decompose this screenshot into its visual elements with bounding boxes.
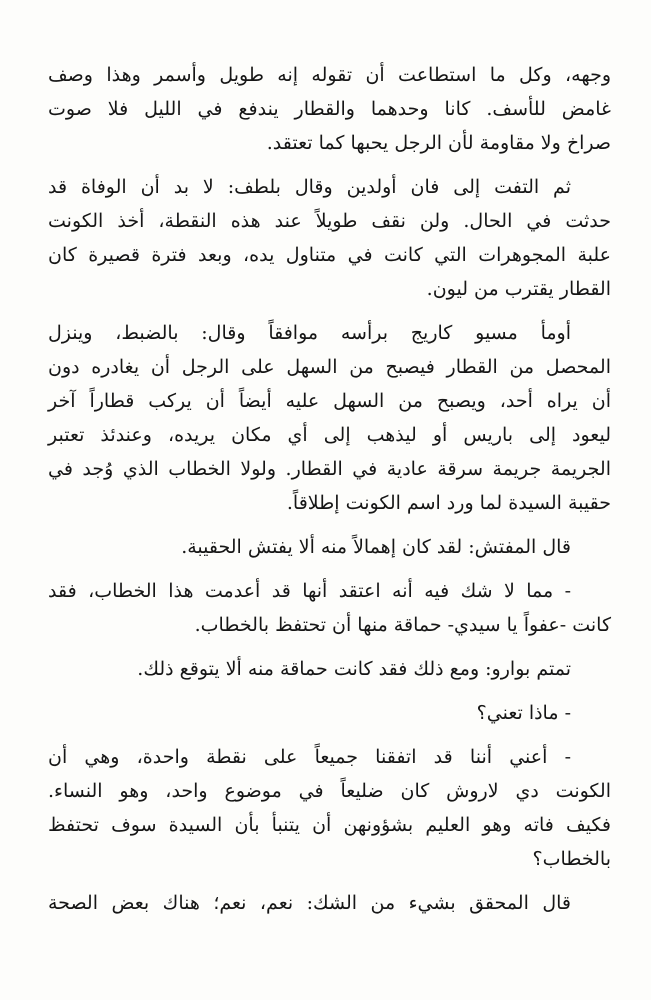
text-line: الكونت دي لاروش كان ضليعاً في موضوع واحد، وهو النساء. (48, 780, 611, 802)
paragraph-1 (48, 58, 611, 160)
paragraph-7 (48, 696, 611, 730)
paragraph-2 (48, 170, 611, 306)
text-line: حدثت في الحال. ولن نقف طويلاً عند هذه النقطة، أخذ الكونت (48, 210, 611, 232)
text-line: علبة المجوهرات التي كانت في متناول يده، وبعد فترة قصيرة كان (48, 244, 611, 266)
text-line: - أعني أننا قد اتفقنا جميعاً على نقطة واحدة، وهي أن (48, 746, 571, 768)
book-page (48, 58, 611, 930)
paragraph-9 (48, 886, 611, 920)
text-line: المحصل من القطار فيصبح من السهل على الرجل أن يغادره دون (48, 356, 611, 378)
text-line: ثم التفت إلى فان أولدين وقال بلطف: لا بد أن الوفاة قد (48, 176, 571, 198)
text-line: قال المفتش: لقد كان إهمالاً منه ألا يفتش الحقيبة. (181, 536, 571, 558)
paragraph-8 (48, 740, 611, 876)
paragraph-3 (48, 316, 611, 520)
text-line: - ماذا تعني؟ (476, 702, 571, 724)
text-line: حقيبة السيدة لما ورد اسم الكونت إطلاقاً. (286, 492, 611, 514)
paragraph-6 (48, 652, 611, 686)
text-line: قال المحقق بشيء من الشك: نعم، نعم؛ هناك بعض الصحة (48, 892, 571, 914)
text-line: الجريمة جريمة سرقة عادية في القطار. ولولا الخطاب الذي وُجد في (48, 458, 611, 480)
text-line: بالخطاب؟ (532, 848, 611, 870)
text-line: أومأ مسيو كاريج برأسه موافقاً وقال: بالضبط، وينزل (48, 322, 571, 344)
text-line: تمتم بوارو: ومع ذلك فقد كانت حماقة منه ألا يتوقع ذلك. (137, 658, 571, 680)
text-line: وجهه، وكل ما استطاعت أن تقوله إنه طويل وأسمر وهذا وصف (48, 64, 611, 86)
text-line: أن يراه أحد، ويصبح من السهل عليه أيضاً أن يركب قطاراً آخر (48, 390, 611, 412)
text-line: صراخ ولا مقاومة لأن الرجل يحبها كما تعتقد. (266, 132, 611, 154)
text-line: القطار يقترب من ليون. (426, 278, 611, 300)
text-line: ليعود إلى باريس أو ليذهب إلى أي مكان يريده، وعندئذ تعتبر (48, 424, 611, 446)
text-line: فكيف فاته وهو العليم بشؤونهن أن يتنبأ بأن السيدة سوف تحتفظ (48, 814, 611, 836)
text-line: كانت -عفواً يا سيدي- حماقة منها أن تحتفظ بالخطاب. (194, 614, 611, 636)
text-line: غامض للأسف. كانا وحدهما والقطار يندفع في الليل فلا صوت (48, 98, 611, 120)
paragraph-4 (48, 530, 611, 564)
text-line: - مما لا شك فيه أنه اعتقد أنها قد أعدمت هذا الخطاب، فقد (48, 580, 571, 602)
paragraph-5 (48, 574, 611, 642)
